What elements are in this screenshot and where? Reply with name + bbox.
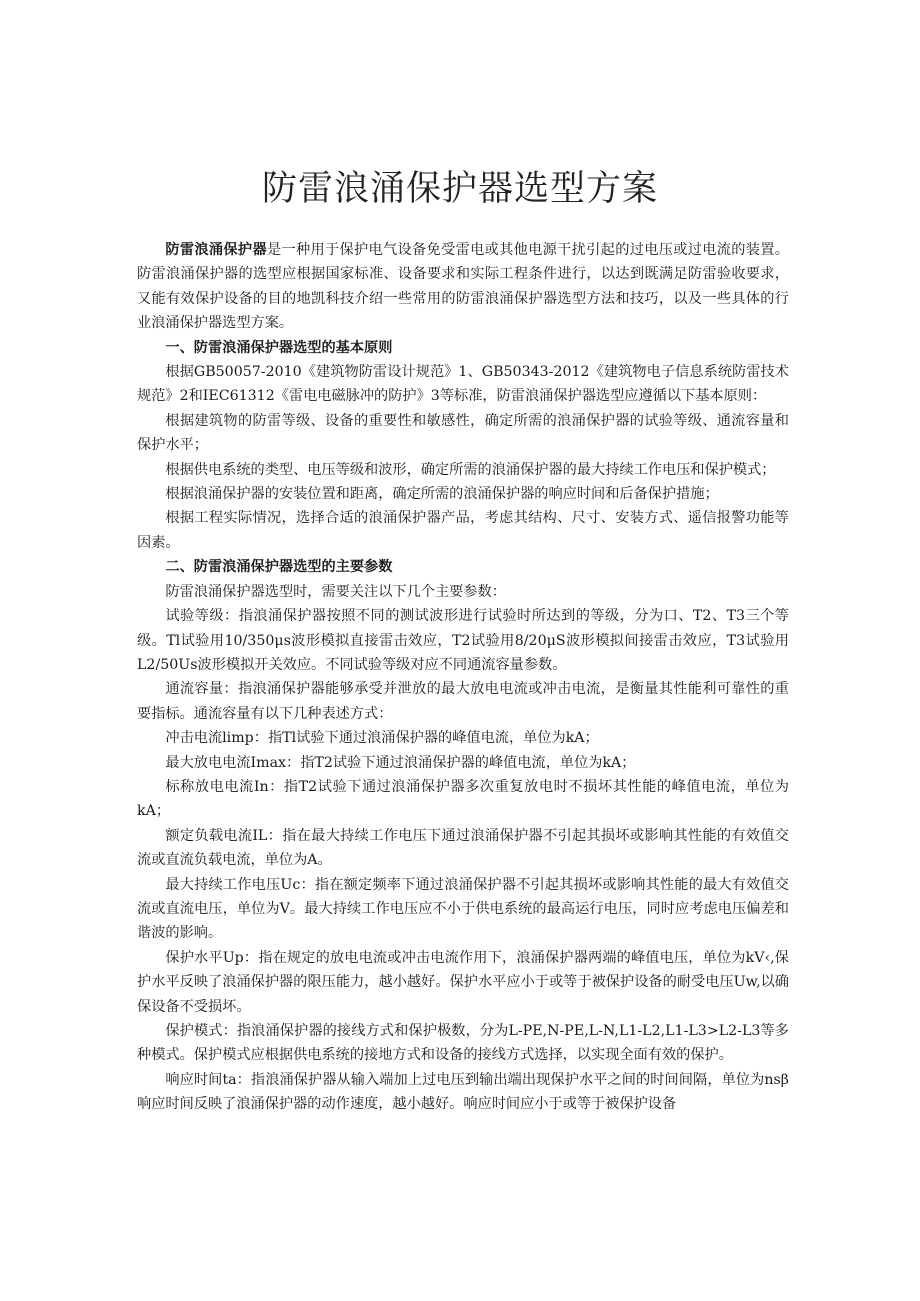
paragraph: 冲击电流limp：指Tl试验下通过浪涌保护器的峰值电流，单位为kA；: [165, 730, 599, 747]
paragraph: 根据GB50057-2010《建筑物防雷设计规范》1、GB50343-2012《建筑物电子信息系统防雷技术规范》2和IEC61312《雷电电磁脉冲的防护》3等标准，防雷浪涌保护器选型应遵循以下基本原则：: [137, 364, 789, 405]
intro-lead: 防雷浪涌保护器: [165, 242, 267, 258]
paragraph: 最大持续工作电压Uc：指在额定频率下通过浪涌保护器不引起其损坏或影响其性能的最大有效值交流或直流电压，单位为V。最大持续工作电压应不小于供电系统的最高运行电压，同时应考虑电压偏差和谐波的影响。: [137, 876, 789, 942]
paragraph: 额定负载电流IL：指在最大持续工作电压下通过浪涌保护器不引起其损坏或影响其性能的有效值交流或直流负载电流，单位为A。: [137, 827, 789, 869]
paragraph: 通流容量：指浪涌保护器能够承受并泄放的最大放电电流或冲击电流，是衡量其性能利可靠性的重要指标。通流容量有以下几种表述方式：: [137, 681, 789, 722]
section-heading: 二、防雷浪涌保护器选型的主要参数: [165, 559, 393, 576]
paragraph: 根据工程实际情况，选择合适的浪涌保护器产品，考虑其结构、尺寸、安装方式、遥信报警功能等因素。: [137, 510, 789, 551]
paragraph: 根据建筑物的防雷等级、设备的重要性和敏感性，确定所需的浪涌保护器的试验等级、通流容量和保护水平；: [137, 412, 789, 454]
document-title: 防雷浪涌保护器选型方案: [261, 169, 658, 210]
intro-paragraph: [137, 238, 789, 336]
intro-text: 是一种用于保护电气设备免受雷电或其他电源干扰引起的过电压或过电流的装置。防雷浪涌保护器的选型应根据国家标准、设备要求和实际工程条件进行，以达到既满足防雷验收要求，又能有效保护设备的目的地凯科技介绍一些常用的防雷浪涌保护器选型方法和技巧，以及一些具体的行业浪涌保护器选型方案。: [137, 242, 789, 332]
paragraph: 响应时间ta：指浪涌保护器从输入端加上过电压到输出端出现保护水平之间的时间间隔，单位为nsβ响应时间反映了浪涌保护器的动作速度，越小越好。响应时间应小于或等于被保护设备: [137, 1071, 789, 1113]
paragraph: 试验等级：指浪涌保护器按照不同的测试波形进行试验时所达到的等级，分为口、T2、T3三个等级。Tl试验用10/350μs波形模拟直接雷击效应，T2试验用8/20μS波形模拟间接雷击效应，T3试验用L2/50Us波形模拟开关效应。不同试验等级对应不同通流容量参数。: [137, 608, 789, 673]
paragraph: 保护模式：指浪涌保护器的接线方式和保护极数，分为L-PE,N-PE,L-N,L1-L2,L1-L3>L2-L3等多种模式。保护模式应根据供电系统的接地方式和设备的接线方式选择，以实现全面有效的保护。: [137, 1023, 789, 1064]
paragraph: 根据供电系统的类型、电压等级和波形，确定所需的浪涌保护器的最大持续工作电压和保护模式；: [165, 461, 776, 478]
section-heading: 一、防雷浪涌保护器选型的基本原则: [165, 339, 393, 356]
paragraph: 根据浪涌保护器的安装位置和距离，确定所需的浪涌保护器的响应时间和后备保护措施；: [165, 486, 719, 503]
paragraph: 标称放电电流In：指T2试验下通过浪涌保护器多次重复放电时不损坏其性能的峰值电流，单位为kA；: [137, 778, 789, 820]
document-body: [137, 238, 789, 1117]
paragraph: 保护水平Up：指在规定的放电电流或冲击电流作用下，浪涌保护器两端的峰值电压，单位为kV‹,保护水平反映了浪涌保护器的限压能力，越小越好。保护水平应小于或等于被保护设备的耐受电压Uw,以确保设备不受损坏。: [137, 949, 789, 1015]
paragraph: 防雷浪涌保护器选型时，需要关注以下几个主要参数：: [165, 583, 506, 600]
paragraph: 最大放电电流Imax：指T2试验下通过浪涌保护器的峰值电流，单位为kA；: [165, 754, 636, 771]
